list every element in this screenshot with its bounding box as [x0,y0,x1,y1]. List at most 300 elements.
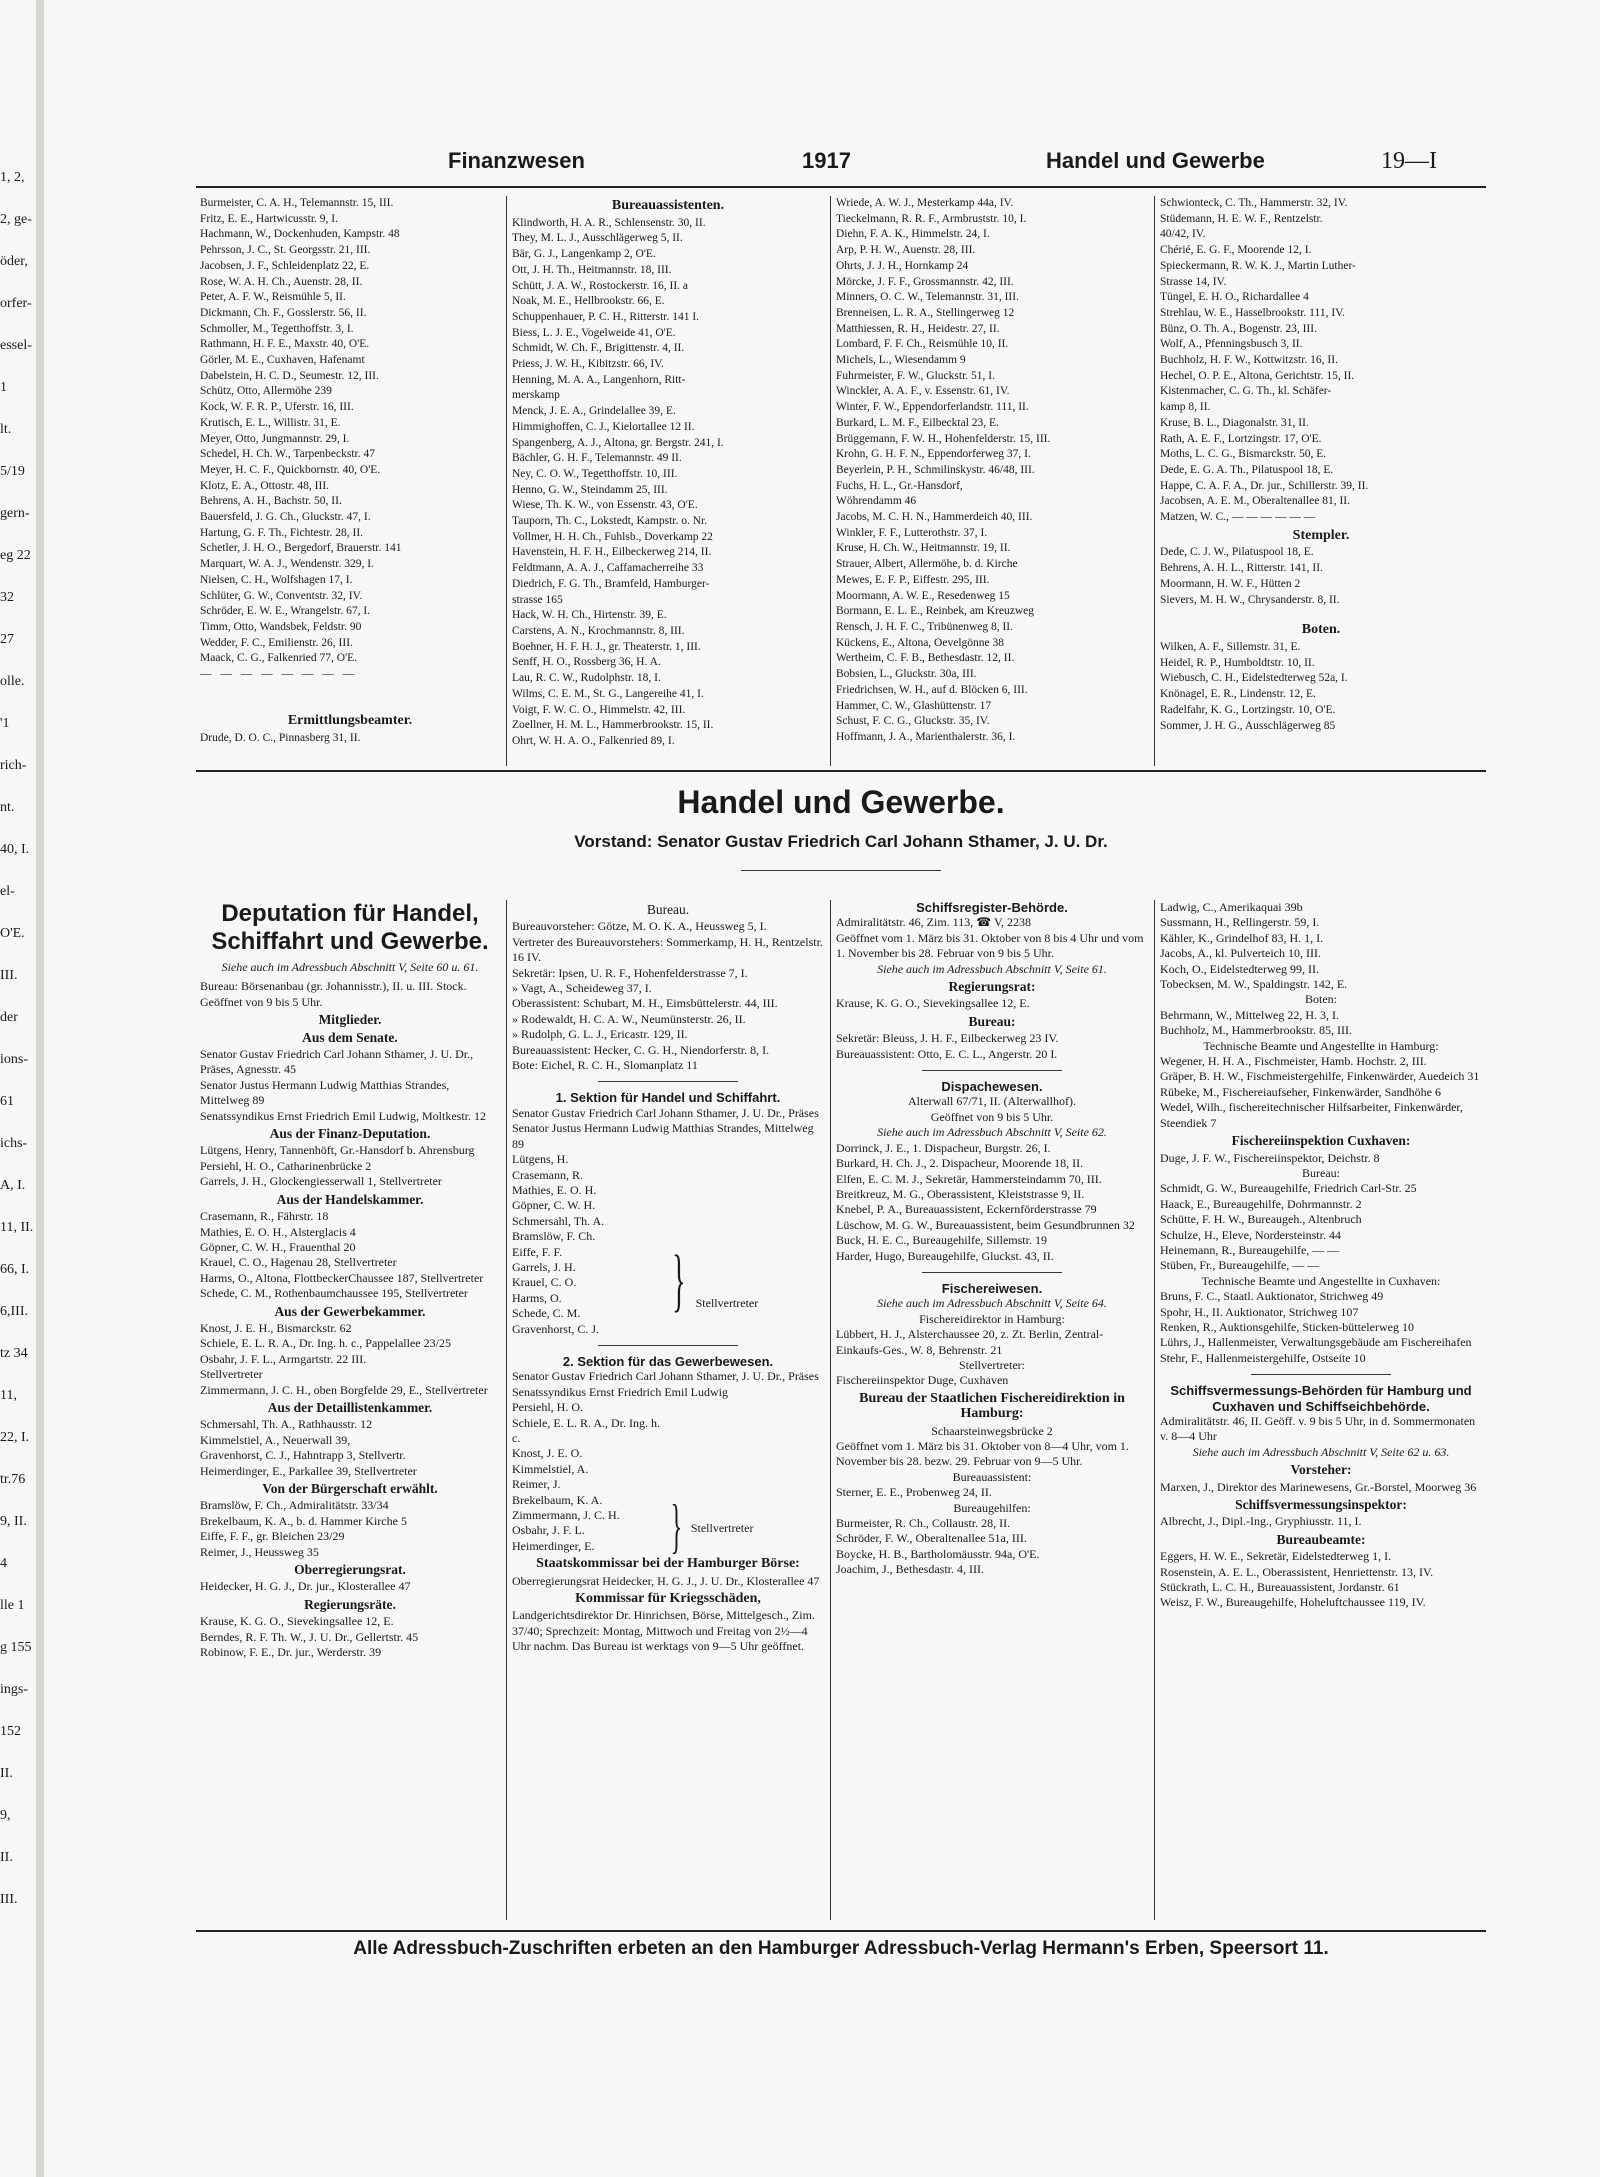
list-entry: Schust, F. C. G., Gluckstr. 35, IV. [836,715,990,728]
member-entry: Knost, J. E. H., Bismarckstr. 62 [200,1320,352,1335]
bureaubeamter-entry: Eggers, H. W. E., Sekretär, Eidelstedterweg 1, I. [1160,1549,1392,1564]
fischerei-stellvertreter-entry: Fischereiinspektor Duge, Cuxhaven [836,1373,1009,1388]
list-entry: Dede, E. G. A. Th., Pilatuspool 18, E. [1160,463,1334,476]
list-entry: Nielsen, C. H., Wolfshagen 17, I. [200,573,353,586]
member-entry: Schiele, E. L. R. A., Dr. Ing. h. c., Pappelallee 23/25 [200,1336,451,1351]
list-entry: Rose, W. A. H. Ch., Auenstr. 28, II. [200,275,363,288]
deputation-bureau: Bureau: Börsenanbau (gr. Johannisstr.), II. u. III. Stock. Geöffnet von 9 bis 5 Uhr. [200,979,467,1009]
list-entry: Menck, J. E. A., Grindelallee 39, E. [512,405,676,418]
list-entry: Moths, L. C. G., Bismarckstr. 50, E. [1160,448,1327,461]
list-entry: Bauersfeld, J. G. Ch., Gluckstr. 47, I. [200,511,371,524]
list-entry: Strauer, Albert, Allermöhe, b. d. Kirche [836,558,1018,571]
list-entry: Brenneisen, L. R. A., Stellingerweg 12 [836,306,1015,319]
list-entry: Wriede, A. W. J., Mesterkamp 44a, IV. [836,197,1014,209]
prev-page-fragment: O'E. [0,926,25,941]
previous-page-edge [0,0,44,2177]
list-entry: Priess, J. W. H., Kibitzstr. 66, IV. [512,358,664,371]
top-column-2 [512,196,824,750]
deputation-title: Deputation für Handel, Schiffahrt und Gewerbe. [211,900,489,955]
member-entry: Mathies, E. O. H., Alsterglacis 4 [200,1224,356,1239]
mitglieder-heading: Mitglieder. [318,1012,382,1028]
list-entry: Mewes, E. F. P., Eiffestr. 295, III. [836,573,990,586]
member-name: Persiehl, H. O. [512,1400,583,1415]
member-name: Eiffe, F. F. [512,1244,563,1259]
list-entry: Schütz, Otto, Allermöhe 239 [200,385,332,398]
list-entry: Strasse 14, IV. [1160,275,1227,288]
prev-page-fragment: ions- [0,1052,28,1067]
prev-page-fragment: 1 [0,380,7,395]
bureau-heading: Bureau: [968,1013,1016,1029]
list-entry: Wedder, F. C., Emilienstr. 26, III. [200,636,353,649]
bureaugehilfe-entry: Boycke, H. B., Bartholomäusstr. 94a, O'E. [836,1546,1040,1561]
inspektor-entry: Albrecht, J., Dipl.-Ing., Gryphiusstr. 11, I. [1160,1514,1362,1529]
prev-page-fragment: 5/19 [0,464,25,479]
header-year: 1917 [802,148,851,173]
list-entry: Timm, Otto, Wandsbek, Feldstr. 90 [200,620,362,633]
list-entry: Boehner, H. F. H. J., gr. Theaterstr. 1, III. [512,640,701,653]
boten-heading: Boten. [1301,622,1341,638]
stellvertreter-name: Brekelbaum, K. A. [512,1492,603,1507]
prev-page-fragment: 152 [0,1724,21,1739]
list-entry: Senff, H. O., Rossberg 36, H. A. [512,656,661,669]
list-entry: Fuchs, H. L., Gr.-Hansdorf, [836,479,963,492]
list-entry: Bobsien, L., Gluckstr. 30a, III. [836,668,977,681]
list-entry: Moormann, A. W. E., Resedenweg 15 [836,589,1010,602]
list-entry: Burkard, L. M. F., Eilbecktal 23, E. [836,416,999,429]
list-entry: Krutisch, E. L., Willistr. 31, E. [200,416,341,429]
list-entry: Kistenmacher, C. G. Th., kl. Schäfer- [1160,385,1332,398]
schiffsvermessung-heading: Schiffsvermessungs-Behörden für Hamburg und Cuxhaven und Schiffseichbehörde. [1170,1383,1472,1414]
fischerei-see-also: Siehe auch im Adressbuch Abschnitt V, Seite 64. [877,1296,1107,1311]
list-entry: Meyer, Otto, Jungmannstr. 29, I. [200,432,350,445]
tech-entry: Gräper, B. H. W., Fischmeistergehilfe, Finkenwärder, Auedeich 31 [1160,1069,1480,1084]
member-entry: Krauel, C. O., Hagenau 28, Stellvertreter [200,1255,397,1270]
member-entry: Eiffe, F. F., gr. Bleichen 23/29 [200,1529,345,1544]
cuxhaven-bureau-heading: Bureau: [1302,1165,1340,1180]
list-entry: Fritz, E. E., Hartwicusstr. 9, I. [200,212,338,225]
cuxhaven-tech-entry: Stehr, F., Hallenmeistergehilfe, Ostseite 10 [1160,1350,1366,1365]
rule [1251,1374,1391,1375]
schiffsvermessung-see-also: Siehe auch im Adressbuch Abschnitt V, Seite 62 u. 63. [1192,1444,1450,1459]
list-entry: Moormann, H. W. F., Hütten 2 [1160,577,1301,590]
list-entry: Schröder, E. W. E., Wrangelstr. 67, I. [200,605,371,618]
header-rule [196,186,1486,188]
list-entry: Happe, C. A. F. A., Dr. jur., Schillerstr. 39, II. [1160,479,1369,492]
list-entry: Sussmann, H., Rellingerstr. 59, I. [1160,915,1320,930]
staatskommissar-heading: Staatskommissar bei der Hamburger Börse: [536,1556,800,1572]
list-entry: Stüdemann, H. E. W. F., Rentzelstr. [1160,212,1323,225]
list-entry: Jacobs, M. C. H. N., Hammerdeich 40, III. [836,511,1033,524]
prev-page-fragment: tz 34 [0,1346,28,1361]
prev-page-fragment: eg 22 [0,548,31,563]
prev-page-fragment: 61 [0,1094,14,1109]
rule [598,1081,738,1082]
list-entry: Peter, A. F. W., Reismühle 5, II. [200,291,346,304]
member-entry: Berndes, R. F. Th. W., J. U. Dr., Gellertstr. 45 [200,1629,419,1644]
list-entry: Vollmer, H. H. Ch., Fuhlsb., Doverkamp 22 [512,530,713,543]
stellvertreter-name: Zimmermann, J. C. H. [512,1508,620,1523]
brace: } [672,1241,686,1319]
regierungsrat-entry: Krause, K. G. O., Sievekingsallee 12, E. [836,996,1030,1011]
prev-page-fragment: gern- [0,506,30,521]
bureauassistent-heading: Bureauassistent: [952,1469,1032,1484]
member-entry: Harms, O., Altona, FlottbeckerChaussee 187, Stellvertreter [200,1270,484,1285]
list-entry: Schlüter, G. W., Conventstr. 32, IV. [200,589,363,602]
cuxhaven-tech-heading: Technische Beamte und Angestellte in Cuxhaven: [1201,1273,1441,1288]
list-entry: Heidel, R. P., Humboldtstr. 10, II. [1160,656,1315,669]
bote-entry: Buchholz, M., Hammerbrookstr. 85, III. [1160,1023,1352,1038]
schiffsvermessung-address: Admiralitätstr. 46, II. Geöff. v. 9 bis 5 Uhr, in d. Sommermonaten v. 8—4 Uhr [1160,1414,1476,1444]
member-entry: Senatssyndikus Ernst Friedrich Emil Ludwig, Moltkestr. 12 [200,1108,486,1123]
top-section-finanzwesen [196,196,1486,766]
list-entry: Wiebusch, C. H., Eidelstedterweg 52a, I. [1160,672,1348,685]
regierungsraete-heading: Regierungsräte. [304,1596,396,1612]
prev-page-fragment: '1 [0,716,10,731]
list-entry: Hartung, G. F. Th., Fichtestr. 28, II. [200,526,364,539]
list-entry: Rathmann, H. F. E., Maxstr. 40, O'E. [200,338,370,351]
prev-page-fragment: 1, 2, [0,170,25,185]
prev-page-fragment: 9, II. [0,1514,27,1529]
list-entry: Kückens, E., Altona, Oevelgönne 38 [836,636,1004,649]
member-entry: Garrels, J. H., Glockengiesserwall 1, Stellvertreter [200,1174,442,1189]
fischereidirektion-bureau-heading: Bureau der Staatlichen Fischereidirektion in Hamburg: [859,1390,1125,1422]
list-entry: strasse 165 [512,593,563,606]
list-entry: Voigt, F. W. C. O., Himmelstr. 42, III. [512,703,686,716]
fischereidirektion-hours: Geöffnet vom 1. März bis 31. Oktober von 8—4 Uhr, vom 1. November bis 28. bezw. 29. Februar von 9—5 Uhr. [836,1439,1129,1469]
column-divider [506,900,507,1920]
schiffsregister-heading: Schiffsregister-Behörde. [916,900,1068,915]
list-entry: Maack, C. G., Falkenried 77, O'E. [200,652,357,665]
prev-page-fragment: III. [0,1892,18,1907]
member-entry: Bramslöw, F. Ch., Admiralitätstr. 33/34 [200,1498,389,1513]
list-entry: Dede, C. J. W., Pilatuspool 18, E. [1160,546,1314,559]
list-entry: Ohrt, W. H. A. O., Falkenried 89, I. [512,734,675,747]
prev-page-fragment: nt. [0,800,15,815]
list-entry: Noak, M. E., Hellbrookstr. 66, E. [512,295,665,308]
list-entry: Jacobsen, J. F., Schleidenplatz 22, E. [200,259,370,272]
member-entry: Stellvertreter [200,1367,263,1382]
list-entry: Diehn, F. A. K., Himmelstr. 24, I. [836,228,990,241]
list-entry: merskamp [512,389,560,402]
list-entry: Burmeister, C. A. H., Telemannstr. 15, III. [200,197,394,209]
list-entry: Dickmann, Ch. F., Gosslerstr. 56, II. [200,306,367,319]
main-section-title: Handel und Gewerbe. [677,784,1005,820]
list-entry: Mörcke, J. F. F., Grossmannstr. 42, III. [836,275,1014,288]
list-entry: Michels, L., Wiesendamm 9 [836,354,966,367]
prev-page-fragment: lle 1 [0,1598,25,1613]
kriegsschaeden-heading: Kommissar für Kriegsschäden, [575,1591,761,1607]
list-entry: Klindworth, H. A. R., Schlensenstr. 30, II. [512,216,706,229]
list-entry: Carstens, A. N., Krochmannstr. 8, III. [512,624,685,637]
list-entry: Wolf, A., Pfenningsbusch 3, II. [1160,338,1303,351]
stellvertreter-name: Gravenhorst, C. J. [512,1321,599,1336]
dispache-entry: Knebel, P. A., Bureauassistent, Eckernförderstrasse 79 [836,1202,1097,1217]
prev-page-fragment: olle. [0,674,25,689]
column-divider [506,196,507,766]
prev-page-fragment: 32 [0,590,14,605]
sektion-2-heading: 2. Sektion für das Gewerbewesen. [562,1353,774,1369]
vorsteher-entry: Marxen, J., Direktor des Marinewesens, Gr.-Borstel, Moorweg 36 [1160,1479,1477,1494]
footer-rule [196,1930,1486,1932]
bureau-entry: Sekretär: Bleuss, J. H. F., Eilbeckerweg 23 IV. [836,1031,1059,1046]
deputation-column [200,900,500,1660]
stellvertreter-label: Stellvertreter [695,1295,759,1310]
page-gutter [36,0,44,2177]
prev-page-fragment: lt. [0,422,12,437]
list-entry: Minners, O. C. W., Telemannstr. 31, III. [836,291,1019,304]
member-name: Lütgens, H. [512,1152,569,1167]
bottom-section [196,900,1486,1930]
header-left-title: Finanzwesen [448,148,585,173]
prev-page-fragment: II. [0,1766,13,1781]
bureau-entry: » Vagt, A., Scheideweg 37, I. [512,981,652,996]
prev-page-fragment: rich- [0,758,27,773]
prev-page-fragment: 22, I. [0,1430,30,1445]
member-entry: Reimer, J., Heussweg 35 [200,1544,319,1559]
gewerbekammer-heading: Aus der Gewerbekammer. [274,1303,426,1319]
bureau-entry: » Rudolph, G. L. J., Ericastr. 129, II. [512,1027,688,1042]
list-entry: Klotz, E. A., Ottostr. 48, III. [200,479,330,492]
dispache-entry: Burkard, H. Ch. J., 2. Dispacheur, Moorende 18, II. [836,1156,1084,1171]
footer-notice: Alle Adressbuch-Zuschriften erbeten an den Hamburger Adressbuch-Verlag Hermann's Erben, Speersort 11. [353,1938,1329,1959]
list-entry: Behrens, A. H., Bachstr. 50, II. [200,495,342,508]
list-entry: Ladwig, C., Amerikaquai 39b [1160,900,1303,914]
list-entry: Jacobs, A., kl. Pulverteich 10, III. [1160,946,1321,961]
dispache-entry: Harder, Hugo, Bureaugehilfe, Gluckst. 43, II. [836,1248,1054,1263]
prev-page-fragment: 2, ge- [0,212,32,227]
title-rule [741,870,941,871]
tech-entry: Wegener, H. H. A., Fischmeister, Hamb. Hochstr. 2, III. [1160,1054,1427,1069]
member-entry: Robinow, F. E., Dr. jur., Werderstr. 39 [200,1645,382,1660]
stellvertreter-name: Krauel, C. O. [512,1275,577,1290]
list-entry: Matthiessen, R. H., Heidestr. 27, II. [836,322,1000,335]
dispache-address: Alterwall 67/71, II. (Alterwallhof). [908,1094,1076,1109]
list-entry: Kock, W. F. R. P., Uferstr. 16, III. [200,401,354,414]
member-entry: Persiehl, H. O., Catharinenbrücke 2 [200,1158,372,1173]
fischereidirektor-heading: Fischereidirektor in Hamburg: [919,1311,1065,1326]
rule [598,1345,738,1346]
list-entry: Rath, A. E. F., Lortzingstr. 17, O'E. [1160,432,1322,445]
bureau-entry: Bureauassistent: Hecker, C. G. H., Niendorferstr. 8, I. [512,1042,770,1057]
dispache-entry: Dorrinck, J. E., 1. Dispacheur, Burgstr. 26, I. [836,1140,1051,1155]
cuxhaven-bureau-entry: Heinemann, R., Bureaugehilfe, — — [1160,1242,1340,1257]
list-entry: Knönagel, E. R., Lindenstr. 12, E. [1160,688,1316,701]
list-entry: Radelfahr, K. G., Lortzingstr. 10, O'E. [1160,703,1336,716]
list-entry: Bär, G. J., Langenkamp 2, O'E. [512,248,656,261]
buergerschaft-heading: Von der Bürgerschaft erwählt. [262,1481,438,1496]
member-entry: Kimmelstiel, A., Neuerwall 39, [200,1432,351,1447]
bureau-heading: Bureau. [646,902,690,917]
prev-page-fragment: 66, I. [0,1262,30,1277]
list-entry: Kruse, H. Ch. W., Heitmannstr. 19, II. [836,542,1011,555]
bureau-entry: Sekretär: Ipsen, U. R. F., Hohenfelderstrasse 7, I. [512,965,748,980]
list-entry: Ott, J. H. Th., Heitmannstr. 18, III. [512,263,672,276]
list-entry: Bächler, G. H. F., Telemannstr. 49 II. [512,452,682,465]
oberregierungsrat-entry: Heidecker, H. G. J., Dr. jur., Klosterallee 47 [200,1579,411,1594]
deputation-see-also: Siehe auch im Adressbuch Abschnitt V, Seite 60 u. 61. [221,960,479,974]
list-entry: Behrens, A. H. L., Ritterstr. 141, II. [1160,562,1323,575]
top-column-1 [200,196,500,746]
member-name: Reimer, J. [512,1477,561,1492]
member-name: Schmersahl, Th. A. [512,1213,605,1228]
member-name: Mathies, E. O. H. [512,1182,597,1197]
fischereidirektion-address: Schaarsteinwegsbrücke 2 [931,1423,1053,1438]
vorstand-line: Vorstand: Senator Gustav Friedrich Carl Johann Sthamer, J. U. Dr. [574,832,1108,851]
member-entry: Osbahr, J. F. L., Armgartstr. 22 III. [200,1351,367,1366]
member-name: Schiele, E. L. R. A., Dr. Ing. h. c. [512,1415,660,1445]
prev-page-fragment: A, I. [0,1178,26,1193]
detaillisten-heading: Aus der Detaillistenkammer. [267,1399,433,1415]
top-column-3 [836,196,1148,746]
finanz-heading: Aus der Finanz-Deputation. [269,1126,431,1142]
page-number: 19—I [1381,148,1437,174]
member-name: Göpner, C. W. H. [512,1198,596,1213]
prev-page-fragment: 11, II. [0,1220,34,1235]
stellvertreter-name: Harms, O. [512,1290,562,1305]
member-entry: Senator Gustav Friedrich Carl Johann Sthamer, J. U. Dr., Präses, Agnesstr. 45 [200,1047,474,1077]
list-entry: Jacobsen, A. E. M., Oberaltenallee 81, II. [1160,495,1351,508]
list-entry: Schmidt, W. Ch. F., Brigittenstr. 4, II. [512,342,685,355]
bureau-entry: Bureauvorsteher: Götze, M. O. K. A., Heussweg 5, I. [512,919,767,934]
bureaugehilfe-entry: Schröder, F. W., Oberaltenallee 51a, III. [836,1531,1027,1546]
ermittlungsbeamter-heading: Ermittlungsbeamter. [287,712,413,728]
handelskammer-heading: Aus der Handelskammer. [276,1191,424,1207]
list-entry: kamp 8, II. [1160,401,1211,414]
bureaubeamte-heading: Bureaubeamte: [1276,1531,1366,1547]
column-divider [830,196,831,766]
list-entry: Wilken, A. F., Sillemstr. 31, E. [1160,640,1301,653]
prev-page-fragment: essel- [0,338,32,353]
cuxhaven-bureau-entry: Schütte, F. H. W., Bureaugeh., Altenbruch [1160,1212,1362,1227]
list-entry: Hoffmann, J. A., Marienthalerstr. 36, I. [836,730,1016,743]
list-entry: Matzen, W. C., — — — — — — [1160,511,1316,524]
rule [922,1272,1062,1273]
list-entry: Feldtmann, A. A. J., Caffamacherreihe 33 [512,562,704,575]
stellvertreter-name: Schede, C. M. [512,1306,581,1321]
dispache-hours: Geöffnet von 9 bis 5 Uhr. [930,1109,1054,1124]
list-entry: Schwionteck, C. Th., Hammerstr. 32, IV. [1160,197,1348,209]
member-entry: Schede, C. M., Rothenbaumchaussee 195, Stellvertreter [200,1286,468,1301]
bureaubeamter-entry: Weisz, F. W., Bureaugehilfe, Hoheluftchaussee 119, IV. [1160,1595,1426,1610]
list-entry: Lombard, F. F. Ch., Reismühle 10, II. [836,338,1009,351]
bureau-entry: Vertreter des Bureauvorstehers: Sommerkamp, H. H., Rentzelstr. 16 IV. [512,934,823,965]
list-entry: Winter, F. W., Eppendorferlandstr. 111, II. [836,401,1029,414]
list-entry: Spieckermann, R. W. K. J., Martin Luther- [1160,259,1356,272]
list-entry: Arp, P. H. W., Auenstr. 28, III. [836,244,976,257]
fischerei-heading: Fischereiwesen. [941,1280,1043,1296]
vorsteher-heading: Vorsteher: [1290,1462,1352,1478]
prev-page-fragment: III. [0,968,18,983]
tech-entry: Rübeke, M., Fischereiaufseher, Finkenwärder, Sandhöhe 6 [1160,1084,1441,1099]
member-entry: Zimmermann, J. C. H., oben Borgfelde 29, E., Stellvertreter [200,1382,488,1397]
list-entry: Marquart, W. A. J., Wendenstr. 329, I. [200,558,374,571]
schiffsregister-hours: Geöffnet vom 1. März bis 31. Oktober von 8 bis 4 Uhr und vom 1. November bis 28. Februar von 9 bis 5 Uhr. [836,930,1144,961]
list-entry: Kruse, B. L., Diagonalstr. 31, II. [1160,416,1309,429]
list-entry: Diedrich, F. G. Th., Bramfeld, Hamburger- [512,577,710,590]
list-entry: Ney, C. O. W., Tegetthoffstr. 10, III. [512,467,678,480]
fischerei-cuxhaven-column [1160,900,1482,1611]
cuxhaven-tech-entry: Bruns, F. C., Staatl. Auktionator, Strichweg 49 [1160,1289,1384,1304]
prev-page-fragment: g 155 [0,1640,32,1655]
cuxhaven-inspektor: Duge, J. F. W., Fischereiinspektor, Deichstr. 8 [1160,1150,1380,1165]
list-entry: Schütt, J. A. W., Rostockerstr. 16, II. a [512,279,689,292]
list-entry: Hammer, C. W., Glashüttenstr. 17 [836,699,992,712]
page-header [196,148,1486,184]
staatskommissar-entry: Oberregierungsrat Heidecker, H. G. J., J. U. Dr., Klosterallee 47 [512,1573,820,1588]
column-divider [1154,900,1155,1920]
list-entry: Henno, G. W., Steindamm 25, III. [512,483,668,496]
list-entry: Dabelstein, H. C. D., Seumestr. 12, III. [200,369,379,382]
kriegsschaeden-entry: Landgerichtsdirektor Dr. Hinrichsen, Börse, Mittelgesch., Zim. 37/40; Sprechzeit: Montag, Mittwoch und Freitag von 2½—4 Uhr nachm. Das Bureau ist werktags von 9—5 Uhr geöffnet. [512,1608,815,1654]
cuxhaven-bureau-entry: Schulze, H., Eleve, Nordersteinstr. 44 [1160,1227,1341,1242]
stellvertreter-name: Osbahr, J. F. L. [512,1523,585,1538]
prev-page-fragment: 27 [0,632,14,647]
list-entry: Henning, M. A. A., Langenhorn, Ritt- [512,373,686,386]
bureau-entry: Bureauassistent: Otto, E. C. L., Angerstr. 20 I. [836,1046,1058,1061]
schiffsregister-address: Admiralitätstr. 46, Zim. 113, ☎ V, 2238 [836,915,1032,930]
directory-page [196,140,1486,2020]
list-entry: Winkler, F. F., Lutterothstr. 37, I. [836,526,988,539]
bureauassistenten-heading: Bureauassistenten. [611,198,725,213]
oberregierungsrat-heading: Oberregierungsrat. [294,1562,406,1578]
rule [922,1070,1062,1071]
list-entry: Wöhrendamm 46 [836,495,917,508]
inspektor-heading: Schiffsvermessungsinspektor: [1235,1497,1407,1513]
dispache-entry: Buck, H. E. C., Bureaugehilfe, Sillemstr. 19 [836,1233,1047,1248]
list-entry: Bormann, E. L. E., Reinbek, am Kreuzweg [836,605,1034,618]
dispache-entry: Elfen, E. C. M. J., Sekretär, Hammersteindamm 70, III. [836,1171,1102,1186]
bureaugehilfe-entry: Burmeister, R. Ch., Collaustr. 28, II. [836,1516,1011,1531]
member-entry: Heimerdinger, E., Parkallee 39, Stellvertreter [200,1463,417,1478]
bureaugehilfe-entry: Joachim, J., Bethesdastr. 4, III. [836,1562,984,1577]
list-entry: Beyerlein, P. H., Schmilinskystr. 46/48, III. [836,463,1035,476]
prev-page-fragment: 4 [0,1556,7,1571]
list-entry: Buchholz, H. F. W., Kottwitzstr. 16, II. [1160,354,1338,367]
list-entry: Tobecksen, M. W., Spaldingstr. 142, E. [1160,977,1348,992]
member-entry: Crasemann, R., Fährstr. 18 [200,1209,329,1224]
bureau-sektion-column [512,900,824,1655]
cuxhaven-bureau-entry: Haack, E., Bureaugehilfe, Dohrmannstr. 2 [1160,1196,1362,1211]
technische-beamte-heading: Technische Beamte und Angestellte in Hamburg: [1203,1038,1439,1053]
section-rule [196,770,1486,772]
member-entry: Brekelbaum, K. A., b. d. Hammer Kirche 5 [200,1513,407,1528]
member-entry: Schmersahl, Th. A., Rathhausstr. 12 [200,1417,373,1432]
member-entry: Göpner, C. W. H., Frauenthal 20 [200,1239,356,1254]
list-entry: Ohrts, J. J. H., Hornkamp 24 [836,259,969,272]
list-entry: Hack, W. H. Ch., Hirtenstr. 39, E. [512,609,667,622]
tech-entry: Wedel, Wilh., fischereitechnischer Hilfsarbeiter, Finkenwärder, Steendiek 7 [1160,1100,1463,1130]
prev-page-fragment: II. [0,1850,13,1865]
member-entry: Senatssyndikus Ernst Friedrich Emil Ludwig [512,1384,728,1399]
cuxhaven-heading: Fischereiinspektion Cuxhaven: [1231,1133,1411,1149]
member-entry: Krause, K. G. O., Sievekingsallee 12, E. [200,1614,394,1629]
member-name: Kimmelstiel, A. [512,1461,589,1476]
cuxhaven-tech-entry: Spohr, H., II. Auktionator, Strichweg 107 [1160,1304,1359,1319]
list-entry: Biess, L. J. E., Vogelweide 41, O'E. [512,326,676,339]
stellvertreter-label: Stellvertreter [690,1520,754,1535]
list-entry: Friedrichsen, W. H., auf d. Blöcken 6, III. [836,683,1028,696]
dash-line: — — — — — — — — [200,668,358,681]
prev-page-fragment: 6,III. [0,1304,28,1319]
prev-page-fragment: tr.76 [0,1472,26,1487]
list-entry: Meyer, H. C. F., Quickbornstr. 40, O'E. [200,463,381,476]
prev-page-fragment: 40, I. [0,842,30,857]
list-entry: Wertheim, C. F. B., Bethesdastr. 12, II. [836,652,1015,665]
list-entry: Pehrsson, J. C., St. Georgsstr. 21, III. [200,244,371,257]
bureaugehilfen-heading: Bureaugehilfen: [953,1500,1031,1515]
top-column-4 [1160,196,1482,734]
member-entry: Lütgens, Henry, Tannenhöft, Gr.-Hansdorf b. Ahrensburg [200,1143,475,1158]
